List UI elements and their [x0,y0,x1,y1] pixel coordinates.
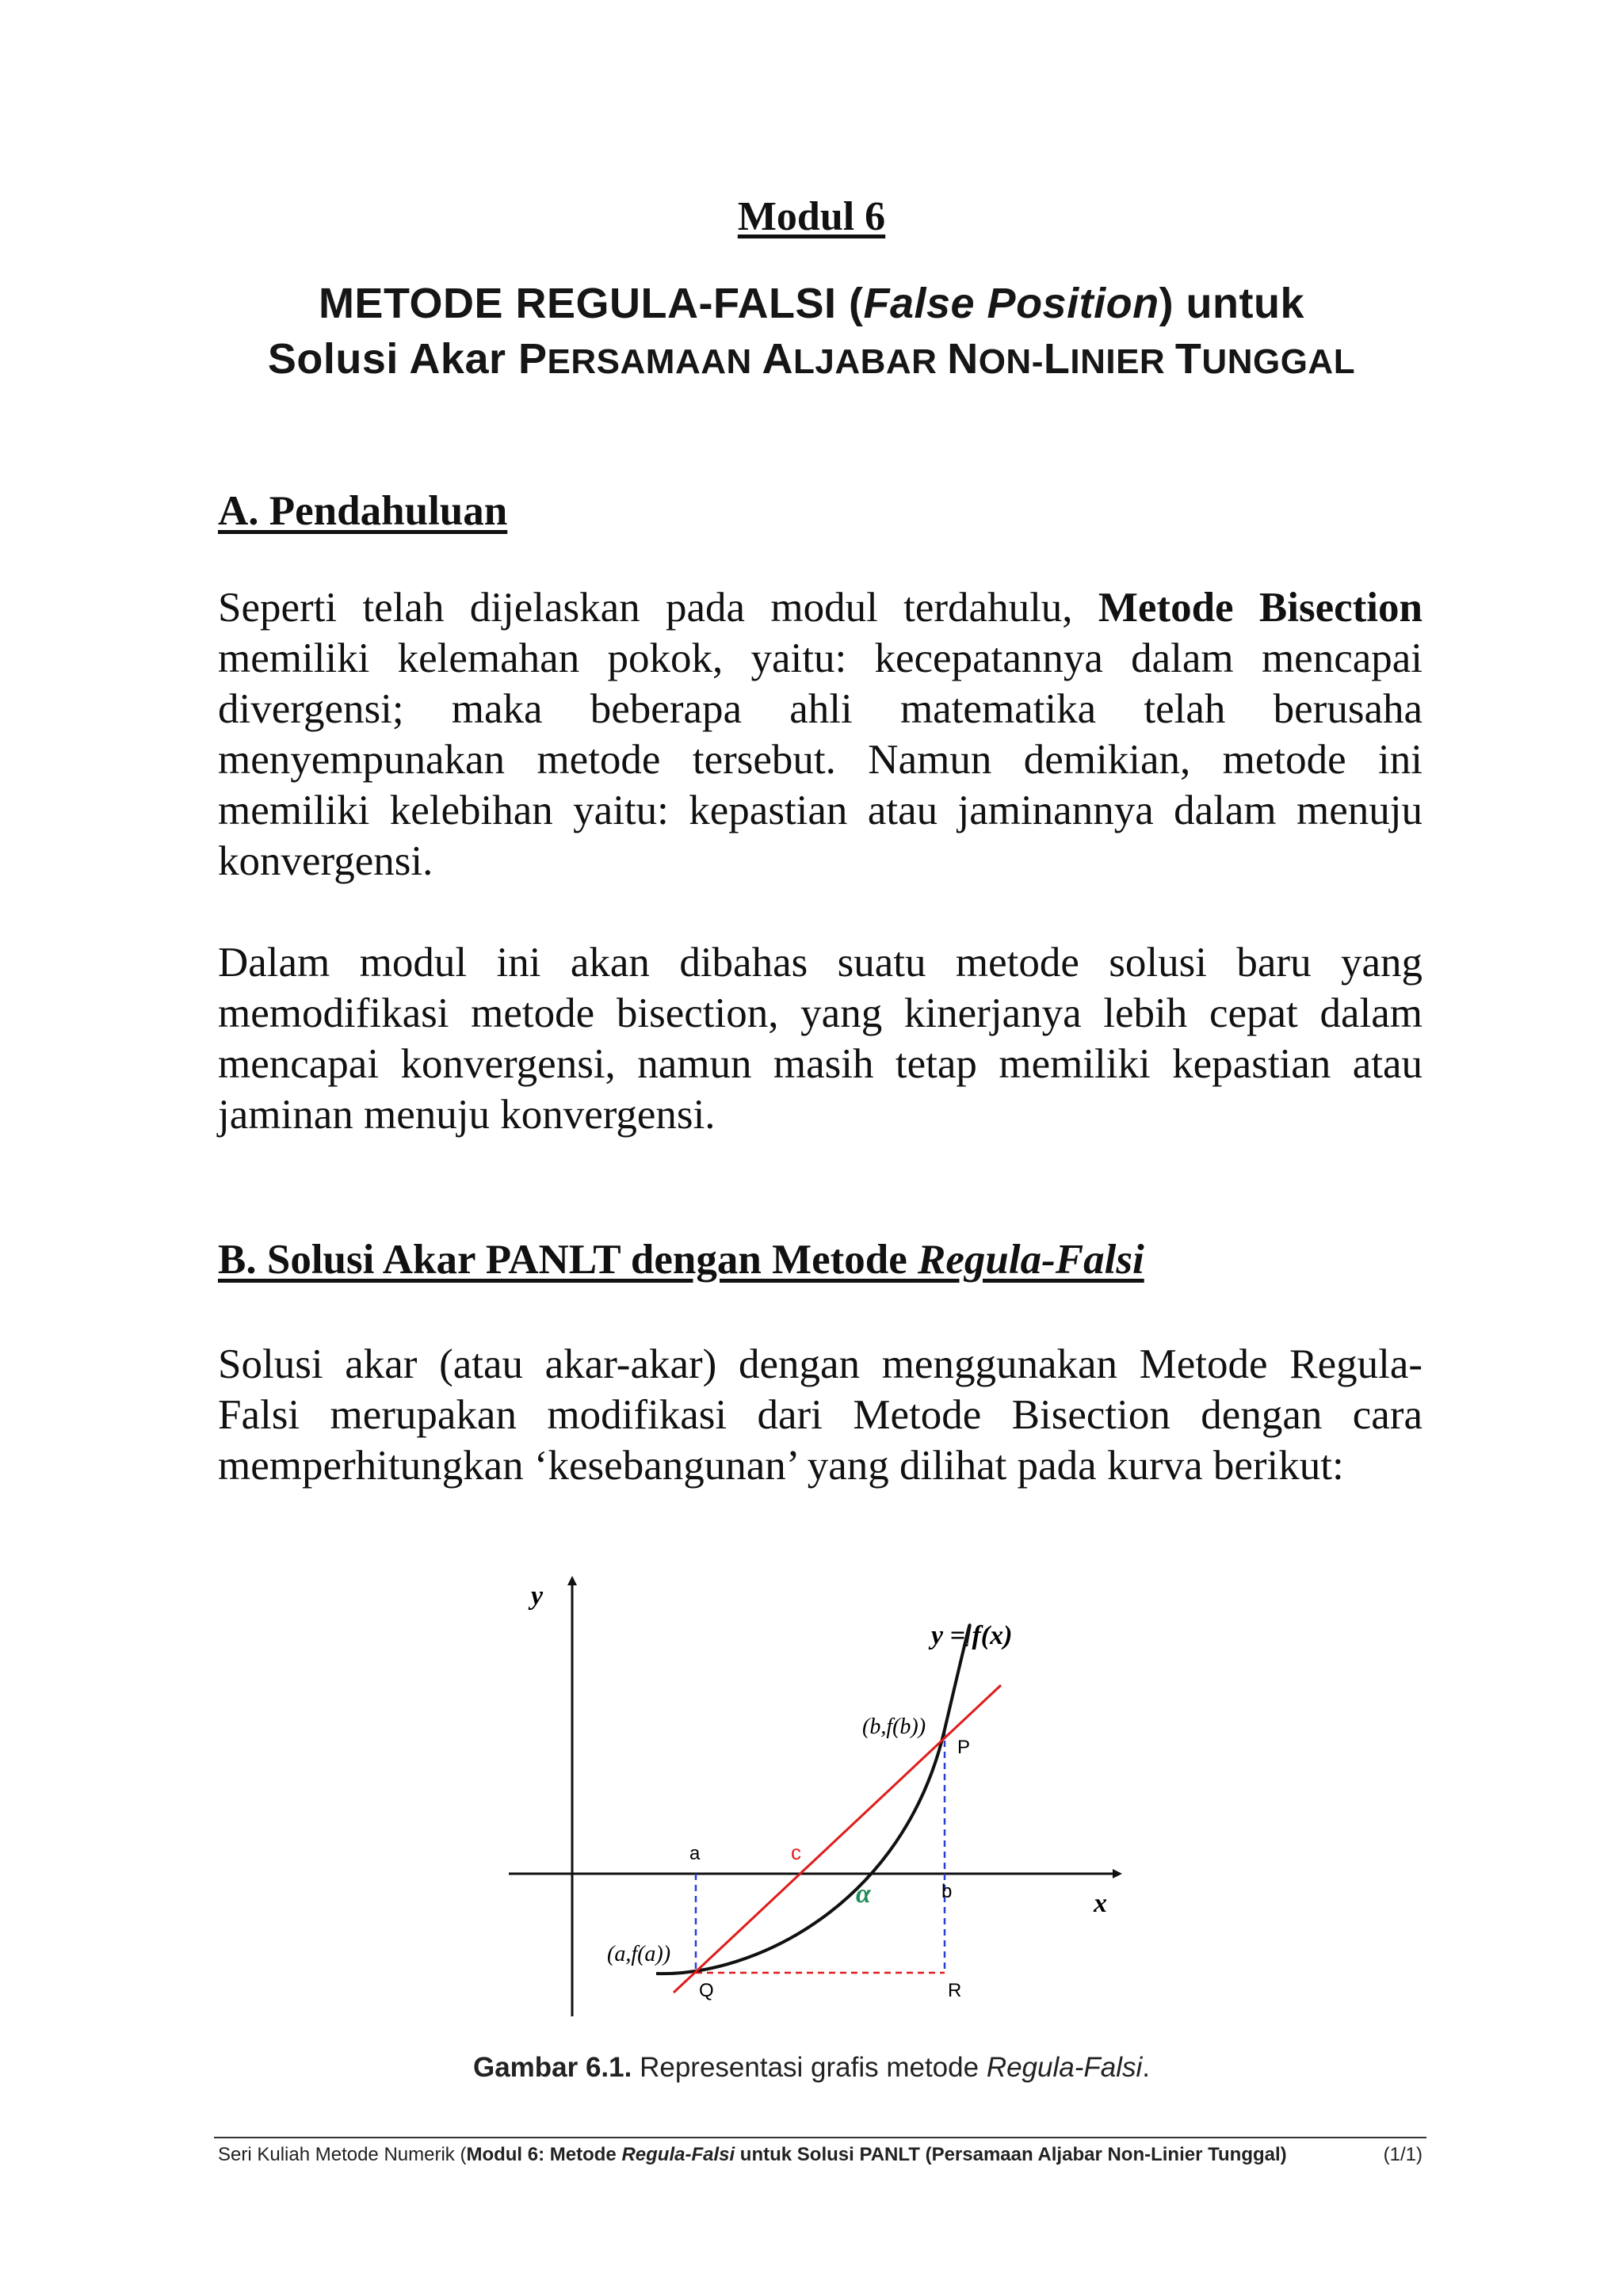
paragraph-line: Solusi akar (atau akar-akar) dengan menggunakan Metode Regula- [218,1341,1423,1387]
section-a-heading: A. Pendahuluan [218,488,508,534]
paragraph-line: memodifikasi metode bisection, yang kinerjanya lebih cepat dalam [218,990,1423,1036]
footer-rest: untuk Solusi PANLT (Persamaan Aljabar Non-Linier Tunggal) [735,2144,1287,2165]
title-line-2-segment: ERSAMAAN [547,342,762,381]
section-a-paragraph-1 [218,582,1423,887]
paragraph-line: memiliki kelebihan yaitu: kepastian atau jaminannya dalam menuju [218,788,1423,833]
figure-caption [0,2052,1623,2084]
paragraph-line: memiliki kelemahan pokok, yaitu: kecepatannya dalam mencapai [218,635,1423,681]
title-line-2-segment: A [762,335,793,383]
section-b-paragraph [218,1339,1423,1491]
title-line-1-italic: False Position [863,280,1159,327]
page-number: (1/1) [1383,2144,1423,2165]
tick-c-label: c [791,1840,801,1864]
function-curve [656,1625,970,1974]
section-b-heading [218,1236,1144,1283]
section-a-paragraph-2 [218,937,1423,1140]
title-line-2-segment: LJABAR [793,342,948,381]
title-line-2-segment: L [1043,335,1071,383]
paragraph-line: konvergensi. [218,838,433,884]
paragraph-line: Dalam modul ini akan dibahas suatu metode solusi baru yang [218,940,1423,986]
section-b-heading-text: B. Solusi Akar PANLT dengan Metode [218,1237,918,1283]
paragraph-line: mencapai konvergensi, namun masih tetap memiliki kepastian atau [218,1041,1423,1087]
x-axis-label: x [1094,1889,1107,1918]
point-q-label: Q [699,1980,714,2001]
footer-colon: : Metode [538,2144,622,2165]
footer-divider [214,2137,1426,2138]
point-b-label: (b,f(b)) [862,1714,926,1739]
y-axis-label: y [531,1581,544,1611]
page-footer [218,2144,1423,2166]
tick-b-label: b [941,1881,953,1902]
caption-label: Gambar 6.1. [472,2052,632,2083]
footer-series: Seri Kuliah Metode Numerik ( [218,2144,467,2165]
title-line-1-post: ) untuk [1159,280,1305,327]
point-r-label: R [948,1980,962,2001]
title-line-2-segment: T [1174,335,1202,383]
paragraph-line: divergensi; maka beberapa ahli matematika telah berusaha [218,686,1423,732]
paragraph-line [218,582,1423,633]
module-number: Modul 6 [737,194,886,239]
paragraph-line: jaminan menuju konvergensi. [218,1092,716,1138]
caption-end: . [1142,2052,1151,2083]
footer-modul: Modul 6 [466,2144,539,2165]
point-p-label: P [957,1737,971,1758]
secant-line [674,1685,1001,1993]
title-line-2-segment: N [947,335,979,383]
title-line-2-segment: Solusi Akar [267,335,519,383]
title-line-2 [0,334,1623,383]
root-alpha-label: α [856,1879,871,1909]
title-line-2-segment: P [518,335,548,383]
regula-falsi-diagram [491,1565,1125,2024]
caption-text: Representasi grafis metode [632,2052,987,2083]
curve-label: y = f(x) [931,1621,1013,1650]
footer-italic: Regula-Falsi [621,2144,735,2165]
title-line-1 [0,279,1623,328]
paragraph-line: menyempunakan metode tersebut. Namun demikian, metode ini [218,737,1423,783]
title-line-1-pre: METODE REGULA-FALSI ( [318,280,864,327]
paragraph-line: memperhitungkan ‘kesebangunan’ yang dilihat pada kurva berikut: [218,1443,1344,1489]
title-line-2-segment: INIER [1070,342,1175,381]
bold-term: Metode Bisection [1098,585,1423,631]
paragraph-line: Falsi merupakan modifikasi dari Metode Bisection dengan cara [218,1392,1423,1438]
title-line-2-segment: ON- [978,342,1044,381]
section-b-heading-italic: Regula-Falsi [918,1237,1144,1283]
caption-italic: Regula-Falsi [986,2052,1143,2083]
paragraph-text: Seperti telah dijelaskan pada modul terdahulu, [218,585,1098,631]
point-a-label: (a,f(a)) [607,1942,671,1966]
title-line-2-segment: UNGGAL [1201,342,1356,381]
tick-a-label: a [689,1843,701,1864]
